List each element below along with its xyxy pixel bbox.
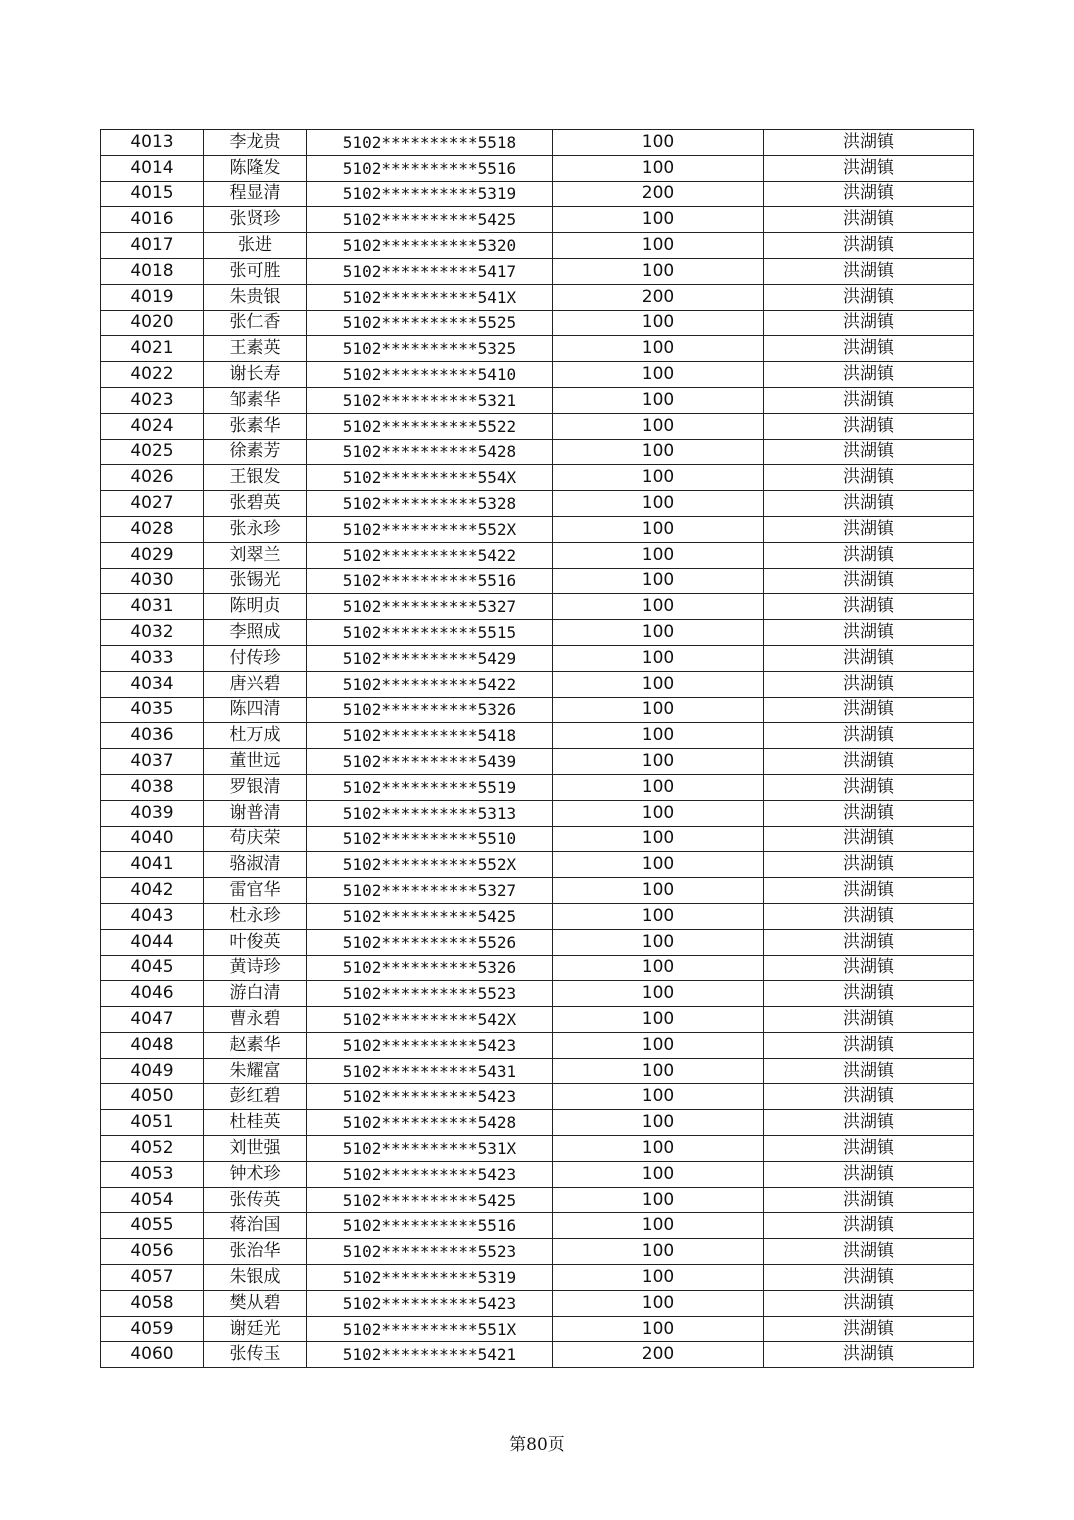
id-number-cell: 5102**********5326 [307,955,553,981]
town-cell: 洪湖镇 [764,594,974,620]
town-cell: 洪湖镇 [764,568,974,594]
row-number-cell: 4059 [101,1316,204,1342]
amount-cell: 100 [553,697,764,723]
town-cell: 洪湖镇 [764,774,974,800]
amount-cell: 100 [553,516,764,542]
name-cell: 游白清 [204,981,307,1007]
row-number-cell: 4040 [101,826,204,852]
table-row [101,1136,974,1162]
row-number-cell: 4017 [101,233,204,259]
row-number-cell: 4036 [101,723,204,749]
amount-cell: 200 [553,181,764,207]
amount-cell: 100 [553,310,764,336]
town-cell: 洪湖镇 [764,1032,974,1058]
table-row [101,1239,974,1265]
town-cell: 洪湖镇 [764,516,974,542]
name-cell: 程显清 [204,181,307,207]
row-number-cell: 4033 [101,645,204,671]
amount-cell: 100 [553,723,764,749]
row-number-cell: 4034 [101,671,204,697]
table-row [101,929,974,955]
town-cell: 洪湖镇 [764,929,974,955]
name-cell: 蒋治国 [204,1213,307,1239]
name-cell: 杜万成 [204,723,307,749]
id-number-cell: 5102**********5328 [307,491,553,517]
id-number-cell: 5102**********552X [307,852,553,878]
id-number-cell: 5102**********5423 [307,1161,553,1187]
table-row [101,852,974,878]
town-cell: 洪湖镇 [764,645,974,671]
town-cell: 洪湖镇 [764,284,974,310]
table-row [101,465,974,491]
name-cell: 谢廷光 [204,1316,307,1342]
row-number-cell: 4016 [101,207,204,233]
name-cell: 谢长寿 [204,362,307,388]
table-row [101,723,974,749]
id-number-cell: 5102**********5516 [307,568,553,594]
table-row [101,258,974,284]
table-row [101,1342,974,1368]
table-row [101,645,974,671]
town-cell: 洪湖镇 [764,233,974,259]
town-cell: 洪湖镇 [764,1239,974,1265]
id-number-cell: 5102**********5525 [307,310,553,336]
id-number-cell: 5102**********5410 [307,362,553,388]
table-row [101,1265,974,1291]
row-number-cell: 4041 [101,852,204,878]
name-cell: 杜桂英 [204,1110,307,1136]
amount-cell: 100 [553,233,764,259]
name-cell: 张贤珍 [204,207,307,233]
row-number-cell: 4056 [101,1239,204,1265]
table-row [101,1213,974,1239]
town-cell: 洪湖镇 [764,826,974,852]
id-number-cell: 5102**********541X [307,284,553,310]
row-number-cell: 4023 [101,387,204,413]
table-row [101,310,974,336]
row-number-cell: 4039 [101,800,204,826]
id-number-cell: 5102**********5522 [307,413,553,439]
id-number-cell: 5102**********5326 [307,697,553,723]
row-number-cell: 4053 [101,1161,204,1187]
amount-cell: 100 [553,207,764,233]
id-number-cell: 5102**********5515 [307,620,553,646]
id-number-cell: 5102**********5417 [307,258,553,284]
town-cell: 洪湖镇 [764,1007,974,1033]
table-row [101,1032,974,1058]
name-cell: 杜永珍 [204,903,307,929]
amount-cell: 200 [553,284,764,310]
id-number-cell: 5102**********5428 [307,439,553,465]
id-number-cell: 5102**********5439 [307,749,553,775]
name-cell: 唐兴碧 [204,671,307,697]
town-cell: 洪湖镇 [764,258,974,284]
table-row [101,181,974,207]
row-number-cell: 4018 [101,258,204,284]
town-cell: 洪湖镇 [764,1213,974,1239]
name-cell: 邹素华 [204,387,307,413]
table-row [101,439,974,465]
id-number-cell: 5102**********5327 [307,878,553,904]
town-cell: 洪湖镇 [764,878,974,904]
id-number-cell: 5102**********5429 [307,645,553,671]
row-number-cell: 4058 [101,1290,204,1316]
name-cell: 谢普清 [204,800,307,826]
row-number-cell: 4049 [101,1058,204,1084]
town-cell: 洪湖镇 [764,697,974,723]
name-cell: 张进 [204,233,307,259]
amount-cell: 100 [553,620,764,646]
amount-cell: 100 [553,155,764,181]
town-cell: 洪湖镇 [764,723,974,749]
table-row [101,826,974,852]
town-cell: 洪湖镇 [764,1316,974,1342]
id-number-cell: 5102**********5510 [307,826,553,852]
name-cell: 付传珍 [204,645,307,671]
id-number-cell: 5102**********551X [307,1316,553,1342]
amount-cell: 100 [553,542,764,568]
id-number-cell: 5102**********5319 [307,1265,553,1291]
town-cell: 洪湖镇 [764,181,974,207]
town-cell: 洪湖镇 [764,1058,974,1084]
town-cell: 洪湖镇 [764,1161,974,1187]
amount-cell: 100 [553,1290,764,1316]
name-cell: 张仁香 [204,310,307,336]
row-number-cell: 4022 [101,362,204,388]
name-cell: 李龙贵 [204,130,307,156]
id-number-cell: 5102**********5425 [307,903,553,929]
name-cell: 张治华 [204,1239,307,1265]
row-number-cell: 4030 [101,568,204,594]
name-cell: 朱贵银 [204,284,307,310]
table-row [101,955,974,981]
row-number-cell: 4042 [101,878,204,904]
table-row [101,1187,974,1213]
table-row [101,233,974,259]
id-number-cell: 5102**********5422 [307,542,553,568]
town-cell: 洪湖镇 [764,336,974,362]
row-number-cell: 4027 [101,491,204,517]
name-cell: 陈四清 [204,697,307,723]
name-cell: 张传英 [204,1187,307,1213]
id-number-cell: 5102**********5519 [307,774,553,800]
row-number-cell: 4043 [101,903,204,929]
row-number-cell: 4013 [101,130,204,156]
row-number-cell: 4026 [101,465,204,491]
town-cell: 洪湖镇 [764,130,974,156]
id-number-cell: 5102**********5526 [307,929,553,955]
table-row [101,1084,974,1110]
id-number-cell: 5102**********5523 [307,1239,553,1265]
id-number-cell: 5102**********531X [307,1136,553,1162]
table-row [101,1161,974,1187]
id-number-cell: 5102**********5418 [307,723,553,749]
table-row [101,800,974,826]
amount-cell: 100 [553,981,764,1007]
row-number-cell: 4060 [101,1342,204,1368]
id-number-cell: 5102**********5423 [307,1032,553,1058]
table-row [101,1316,974,1342]
page-number: 第80页 [509,1435,565,1455]
amount-cell: 100 [553,362,764,388]
town-cell: 洪湖镇 [764,749,974,775]
name-cell: 刘翠兰 [204,542,307,568]
amount-cell: 100 [553,903,764,929]
row-number-cell: 4038 [101,774,204,800]
amount-cell: 100 [553,1316,764,1342]
amount-cell: 100 [553,568,764,594]
id-number-cell: 5102**********5518 [307,130,553,156]
amount-cell: 100 [553,387,764,413]
amount-cell: 100 [553,826,764,852]
row-number-cell: 4031 [101,594,204,620]
id-number-cell: 5102**********5327 [307,594,553,620]
id-number-cell: 5102**********5422 [307,671,553,697]
id-number-cell: 5102**********5421 [307,1342,553,1368]
name-cell: 刘世强 [204,1136,307,1162]
table-row [101,1110,974,1136]
id-number-cell: 5102**********5423 [307,1084,553,1110]
town-cell: 洪湖镇 [764,491,974,517]
amount-cell: 100 [553,878,764,904]
town-cell: 洪湖镇 [764,1136,974,1162]
id-number-cell: 5102**********5325 [307,336,553,362]
amount-cell: 200 [553,1342,764,1368]
name-cell: 彭红碧 [204,1084,307,1110]
id-number-cell: 5102**********5423 [307,1290,553,1316]
table-row [101,1290,974,1316]
name-cell: 王素英 [204,336,307,362]
row-number-cell: 4044 [101,929,204,955]
name-cell: 黄诗珍 [204,955,307,981]
town-cell: 洪湖镇 [764,465,974,491]
table-row [101,774,974,800]
id-number-cell: 5102**********5431 [307,1058,553,1084]
amount-cell: 100 [553,491,764,517]
row-number-cell: 4054 [101,1187,204,1213]
town-cell: 洪湖镇 [764,1187,974,1213]
amount-cell: 100 [553,1213,764,1239]
town-cell: 洪湖镇 [764,413,974,439]
roster-table-body [101,130,974,1368]
table-row [101,130,974,156]
row-number-cell: 4019 [101,284,204,310]
id-number-cell: 5102**********5516 [307,155,553,181]
id-number-cell: 5102**********552X [307,516,553,542]
name-cell: 李照成 [204,620,307,646]
amount-cell: 100 [553,1110,764,1136]
row-number-cell: 4025 [101,439,204,465]
name-cell: 罗银清 [204,774,307,800]
town-cell: 洪湖镇 [764,1265,974,1291]
amount-cell: 100 [553,1265,764,1291]
id-number-cell: 5102**********5313 [307,800,553,826]
row-number-cell: 4047 [101,1007,204,1033]
town-cell: 洪湖镇 [764,955,974,981]
name-cell: 赵素华 [204,1032,307,1058]
name-cell: 曹永碧 [204,1007,307,1033]
town-cell: 洪湖镇 [764,362,974,388]
town-cell: 洪湖镇 [764,1084,974,1110]
town-cell: 洪湖镇 [764,542,974,568]
row-number-cell: 4045 [101,955,204,981]
row-number-cell: 4050 [101,1084,204,1110]
town-cell: 洪湖镇 [764,439,974,465]
name-cell: 苟庆荣 [204,826,307,852]
table-row [101,336,974,362]
table-row [101,620,974,646]
amount-cell: 100 [553,749,764,775]
table-row [101,362,974,388]
amount-cell: 100 [553,1032,764,1058]
name-cell: 王银发 [204,465,307,491]
id-number-cell: 5102**********5319 [307,181,553,207]
row-number-cell: 4024 [101,413,204,439]
town-cell: 洪湖镇 [764,207,974,233]
id-number-cell: 5102**********5425 [307,1187,553,1213]
name-cell: 张碧英 [204,491,307,517]
town-cell: 洪湖镇 [764,155,974,181]
row-number-cell: 4032 [101,620,204,646]
id-number-cell: 5102**********542X [307,1007,553,1033]
town-cell: 洪湖镇 [764,1342,974,1368]
amount-cell: 100 [553,852,764,878]
town-cell: 洪湖镇 [764,800,974,826]
table-row [101,516,974,542]
amount-cell: 100 [553,929,764,955]
name-cell: 陈隆发 [204,155,307,181]
name-cell: 叶俊英 [204,929,307,955]
row-number-cell: 4037 [101,749,204,775]
row-number-cell: 4051 [101,1110,204,1136]
town-cell: 洪湖镇 [764,1290,974,1316]
id-number-cell: 5102**********5320 [307,233,553,259]
name-cell: 樊从碧 [204,1290,307,1316]
name-cell: 张素华 [204,413,307,439]
amount-cell: 100 [553,413,764,439]
subsidy-roster-table [100,129,974,1368]
table-row [101,878,974,904]
row-number-cell: 4020 [101,310,204,336]
row-number-cell: 4046 [101,981,204,1007]
amount-cell: 100 [553,336,764,362]
table-row [101,413,974,439]
table-row [101,697,974,723]
row-number-cell: 4052 [101,1136,204,1162]
town-cell: 洪湖镇 [764,1110,974,1136]
row-number-cell: 4055 [101,1213,204,1239]
table-row [101,981,974,1007]
amount-cell: 100 [553,1084,764,1110]
id-number-cell: 5102**********5428 [307,1110,553,1136]
table-row [101,671,974,697]
row-number-cell: 4028 [101,516,204,542]
amount-cell: 100 [553,955,764,981]
row-number-cell: 4048 [101,1032,204,1058]
amount-cell: 100 [553,258,764,284]
town-cell: 洪湖镇 [764,903,974,929]
amount-cell: 100 [553,1239,764,1265]
town-cell: 洪湖镇 [764,620,974,646]
table-row [101,594,974,620]
town-cell: 洪湖镇 [764,310,974,336]
amount-cell: 100 [553,1161,764,1187]
name-cell: 钟术珍 [204,1161,307,1187]
table-row [101,284,974,310]
amount-cell: 100 [553,439,764,465]
table-row [101,903,974,929]
name-cell: 陈明贞 [204,594,307,620]
town-cell: 洪湖镇 [764,387,974,413]
amount-cell: 100 [553,594,764,620]
row-number-cell: 4029 [101,542,204,568]
name-cell: 骆淑清 [204,852,307,878]
name-cell: 朱银成 [204,1265,307,1291]
amount-cell: 100 [553,1058,764,1084]
name-cell: 张永珍 [204,516,307,542]
town-cell: 洪湖镇 [764,671,974,697]
row-number-cell: 4015 [101,181,204,207]
id-number-cell: 5102**********554X [307,465,553,491]
row-number-cell: 4035 [101,697,204,723]
table-row [101,1007,974,1033]
table-row [101,542,974,568]
table-row [101,155,974,181]
amount-cell: 100 [553,645,764,671]
id-number-cell: 5102**********5321 [307,387,553,413]
id-number-cell: 5102**********5523 [307,981,553,1007]
name-cell: 雷官华 [204,878,307,904]
name-cell: 董世远 [204,749,307,775]
amount-cell: 100 [553,1007,764,1033]
id-number-cell: 5102**********5425 [307,207,553,233]
name-cell: 张锡光 [204,568,307,594]
table-row [101,749,974,775]
town-cell: 洪湖镇 [764,852,974,878]
amount-cell: 100 [553,774,764,800]
id-number-cell: 5102**********5516 [307,1213,553,1239]
table-row [101,568,974,594]
amount-cell: 100 [553,671,764,697]
amount-cell: 100 [553,800,764,826]
row-number-cell: 4057 [101,1265,204,1291]
name-cell: 朱耀富 [204,1058,307,1084]
table-row [101,207,974,233]
table-row [101,1058,974,1084]
row-number-cell: 4014 [101,155,204,181]
table-row [101,387,974,413]
amount-cell: 100 [553,1136,764,1162]
town-cell: 洪湖镇 [764,981,974,1007]
name-cell: 徐素芳 [204,439,307,465]
table-row [101,491,974,517]
row-number-cell: 4021 [101,336,204,362]
name-cell: 张传玉 [204,1342,307,1368]
name-cell: 张可胜 [204,258,307,284]
amount-cell: 100 [553,130,764,156]
amount-cell: 100 [553,1187,764,1213]
amount-cell: 100 [553,465,764,491]
